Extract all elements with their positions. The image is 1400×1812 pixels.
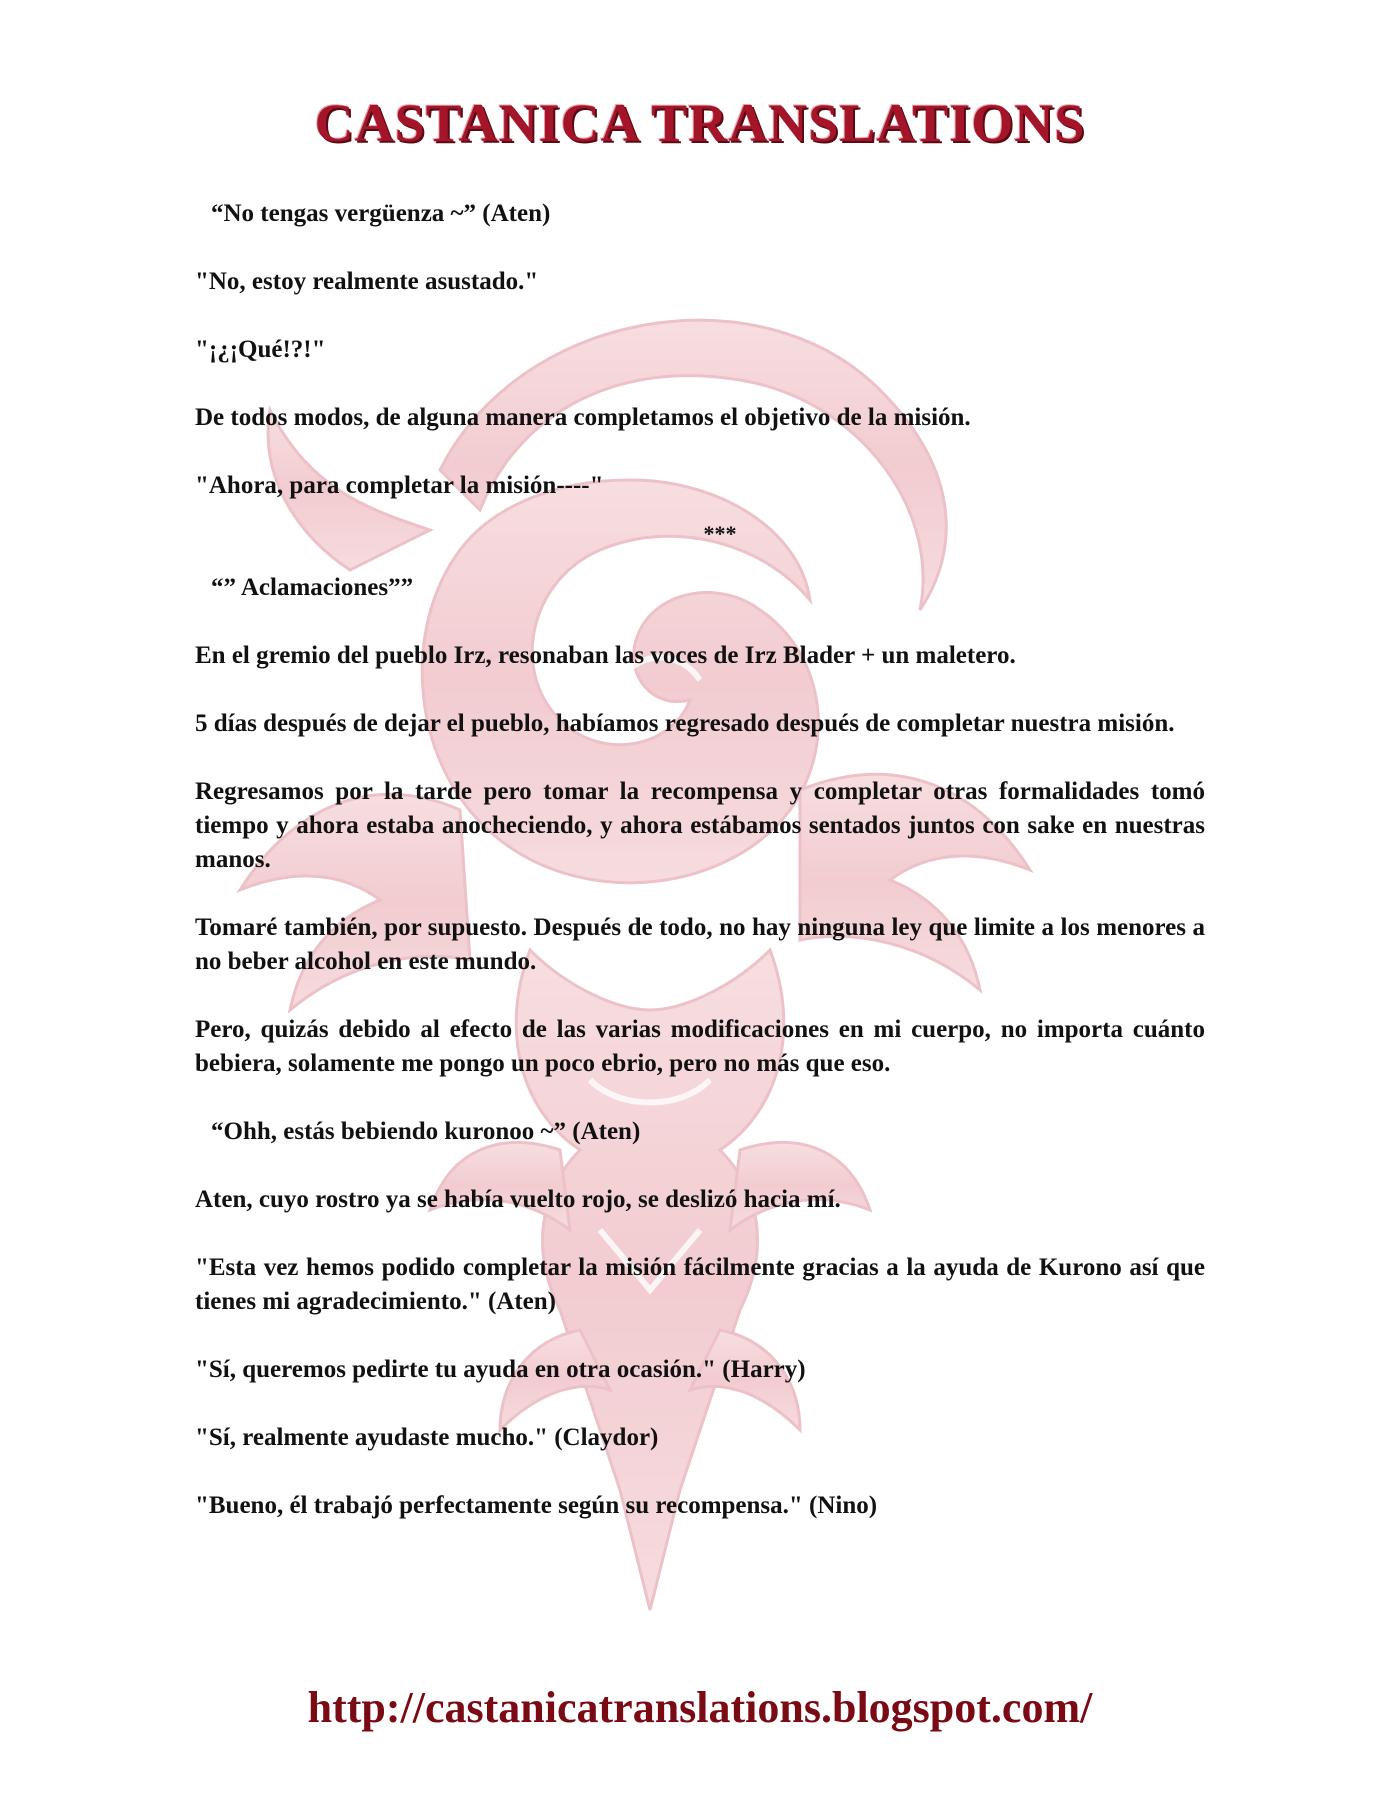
paragraph: “Ohh, estás bebiendo kuronoo ~” (Aten) bbox=[211, 1118, 641, 1145]
scene-break: *** bbox=[703, 521, 737, 546]
paragraph: Regresamos por la tarde pero tomar la recompensa y completar otras formalidades tomó tiempo y ahora estaba anocheciendo, y ahora estábamos sentados juntos con sake en nuestras manos. bbox=[195, 778, 1205, 873]
footer-url-link[interactable]: http://castanicatranslations.blogspot.com/ bbox=[307, 1683, 1093, 1732]
paragraph: En el gremio del pueblo Irz, resonaban las voces de Irz Blader + un maletero. bbox=[195, 642, 1016, 669]
paragraph: "Sí, realmente ayudaste mucho." (Claydor) bbox=[195, 1424, 659, 1451]
paragraph: Pero, quizás debido al efecto de las varias modificaciones en mi cuerpo, no importa cuánto bebiera, solamente me pongo un poco ebrio, pero no más que eso. bbox=[195, 1016, 1205, 1077]
paragraph: "Sí, queremos pedirte tu ayuda en otra ocasión." (Harry) bbox=[195, 1356, 806, 1383]
paragraph: De todos modos, de alguna manera completamos el objetivo de la misión. bbox=[195, 404, 971, 431]
paragraph: Aten, cuyo rostro ya se había vuelto rojo, se deslizó hacia mí. bbox=[195, 1186, 841, 1213]
paragraph: "No, estoy realmente asustado." bbox=[195, 268, 539, 295]
paragraph: “” Aclamaciones”” bbox=[211, 574, 414, 601]
paragraph: "Ahora, para completar la misión----" bbox=[195, 472, 604, 499]
site-title: CASTANICA TRANSLATIONS bbox=[314, 93, 1086, 153]
paragraph: "¡¿¡Qué!?!" bbox=[195, 336, 326, 363]
paragraph: "Bueno, él trabajó perfectamente según su recompensa." (Nino) bbox=[195, 1492, 878, 1519]
paragraph: "Esta vez hemos podido completar la misión fácilmente gracias a la ayuda de Kurono así que tienes mi agradecimiento." (Aten) bbox=[195, 1254, 1205, 1315]
paragraph: Tomaré también, por supuesto. Después de todo, no hay ninguna ley que limite a los menores a no beber alcohol en este mundo. bbox=[195, 914, 1205, 975]
chapter-text bbox=[195, 197, 1205, 1557]
paragraph: 5 días después de dejar el pueblo, habíamos regresado después de completar nuestra misión. bbox=[195, 710, 1175, 737]
paragraph: “No tengas vergüenza ~” (Aten) bbox=[211, 200, 551, 227]
